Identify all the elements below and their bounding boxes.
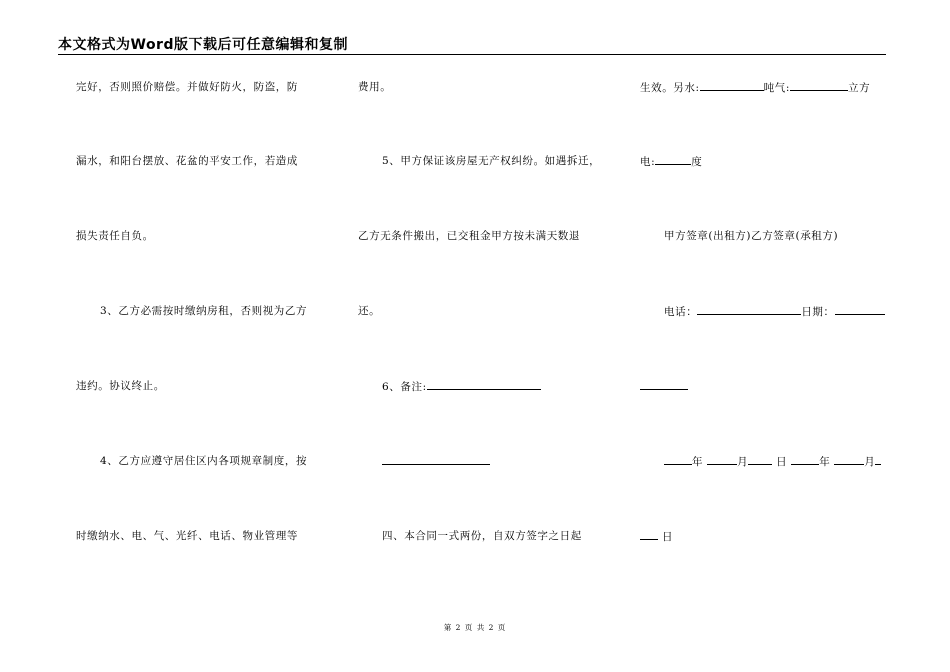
right-line-1 — [640, 80, 870, 95]
day-label-2: 日 — [661, 531, 674, 543]
date-label: 日期： — [801, 306, 835, 318]
middle-line-1: 费用。 — [358, 81, 392, 93]
middle-line-6 — [382, 454, 490, 469]
year-blank-1 — [664, 454, 692, 465]
right-line-6 — [664, 454, 881, 469]
water-blank — [700, 80, 764, 91]
year-label-2: 年 — [819, 456, 831, 468]
gas-label: 吨气: — [763, 82, 790, 94]
month-blank-1 — [707, 454, 737, 465]
left-line-6: 4、乙方应遵守居住区内各项规章制度，按 — [100, 455, 308, 467]
month-label-2: 月 — [864, 456, 876, 468]
water-label: 生效。另水: — [640, 82, 700, 94]
electricity-label: 电: — [640, 156, 656, 168]
gas-blank — [790, 80, 848, 91]
middle-line-4: 还。 — [358, 305, 381, 317]
middle-line-3: 乙方无条件搬出，已交租金甲方按未满天数退 — [358, 230, 580, 242]
day-blank-1 — [748, 454, 772, 465]
electricity-blank — [655, 154, 691, 165]
day-blank-2 — [640, 529, 658, 540]
left-line-1: 完好，否则照价赔偿。并做好防火，防盗，防 — [76, 81, 298, 93]
month-label-1: 月 — [737, 456, 749, 468]
right-line-4 — [664, 304, 885, 319]
gas-unit: 立方 — [847, 82, 871, 94]
month-blank-2 — [834, 454, 864, 465]
remarks-label: 6、备注: — [382, 381, 427, 393]
right-line-2 — [640, 154, 702, 169]
middle-line-2: 5、甲方保证该房屋无产权纠纷。如遇拆迁， — [382, 155, 601, 167]
phone-label: 电话： — [664, 306, 698, 318]
document-header-title: 本文格式为Word版下载后可任意编辑和复制 — [58, 37, 348, 53]
date-blank — [835, 304, 885, 315]
left-line-3: 损失责任自负。 — [76, 230, 154, 242]
year-blank-2 — [791, 454, 819, 465]
day-label-1: 日 — [776, 456, 788, 468]
right-line-7 — [640, 529, 673, 544]
header-divider — [58, 54, 886, 55]
remarks-blank-2 — [382, 454, 490, 465]
remarks-blank — [427, 379, 541, 390]
date-blank-cont — [640, 379, 688, 390]
phone-blank — [697, 304, 801, 315]
right-line-5 — [640, 379, 688, 394]
electricity-unit: 度 — [691, 156, 703, 168]
left-line-5: 违约。协议终止。 — [76, 380, 165, 392]
middle-line-5 — [382, 379, 541, 394]
middle-line-7: 四、本合同一式两份，自双方签字之日起 — [382, 530, 582, 542]
left-line-7: 时缴纳水、电、气、光纤、电话、物业管理等 — [76, 530, 298, 542]
left-line-4: 3、乙方必需按时缴纳房租，否则视为乙方 — [100, 305, 308, 317]
page-number: 第 2 页 共 2 页 — [443, 623, 507, 632]
year-label-1: 年 — [692, 456, 704, 468]
right-line-3: 甲方签章(出租方)乙方签章(承租方) — [664, 230, 839, 242]
left-line-2: 漏水，和阳台摆放、花盆的平安工作，若造成 — [76, 155, 298, 167]
month-blank-tail — [875, 454, 881, 465]
